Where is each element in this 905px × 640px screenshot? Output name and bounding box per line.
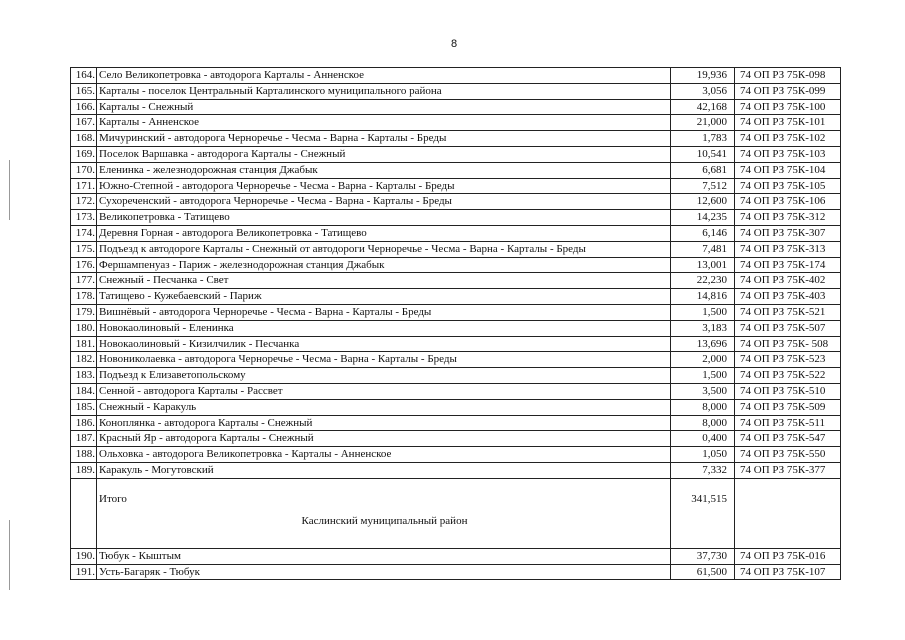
road-name: Южно-Степной - автодорога Черноречье - Чесма - Варна - Карталы - Бреды bbox=[97, 178, 671, 194]
road-length: 13,001 bbox=[671, 257, 735, 273]
table-row bbox=[71, 415, 841, 431]
road-code: 74 ОП РЗ 75К-103 bbox=[735, 146, 841, 162]
road-code: 74 ОП РЗ 75К-377 bbox=[735, 462, 841, 478]
road-length: 42,168 bbox=[671, 99, 735, 115]
empty-cell bbox=[671, 478, 735, 491]
row-number: 169. bbox=[71, 146, 97, 162]
road-length: 6,146 bbox=[671, 225, 735, 241]
empty-cell bbox=[97, 535, 671, 549]
margin-mark bbox=[9, 160, 10, 220]
road-name: Тюбук - Кыштым bbox=[97, 548, 671, 564]
road-length: 0,400 bbox=[671, 431, 735, 447]
road-code: 74 ОП РЗ 75К-523 bbox=[735, 352, 841, 368]
road-code: 74 ОП РЗ 75К-507 bbox=[735, 320, 841, 336]
road-length: 19,936 bbox=[671, 68, 735, 84]
row-number: 189. bbox=[71, 462, 97, 478]
road-length: 8,000 bbox=[671, 415, 735, 431]
road-code: 74 ОП РЗ 75К-509 bbox=[735, 399, 841, 415]
road-code: 74 ОП РЗ 75К-521 bbox=[735, 304, 841, 320]
road-name: Фершампенуаз - Париж - железнодорожная станция Джабык bbox=[97, 257, 671, 273]
table-row bbox=[71, 162, 841, 178]
road-name: Великопетровка - Татищево bbox=[97, 210, 671, 226]
spacer-row bbox=[71, 478, 841, 491]
table-row bbox=[71, 399, 841, 415]
road-name: Сухореченский - автодорога Черноречье - Чесма - Варна - Карталы - Бреды bbox=[97, 194, 671, 210]
road-name: Сенной - автодорога Карталы - Рассвет bbox=[97, 383, 671, 399]
empty-cell bbox=[735, 478, 841, 491]
total-row bbox=[71, 491, 841, 507]
row-number: 182. bbox=[71, 352, 97, 368]
table-row bbox=[71, 431, 841, 447]
road-length: 1,050 bbox=[671, 447, 735, 463]
row-number: 190. bbox=[71, 548, 97, 564]
road-length: 14,816 bbox=[671, 289, 735, 305]
road-code: 74 ОП РЗ 75К-101 bbox=[735, 115, 841, 131]
page-number: 8 bbox=[450, 38, 458, 50]
row-number: 179. bbox=[71, 304, 97, 320]
table-row bbox=[71, 83, 841, 99]
row-number: 172. bbox=[71, 194, 97, 210]
margin-mark bbox=[9, 520, 10, 590]
row-number: 174. bbox=[71, 225, 97, 241]
empty-cell bbox=[97, 478, 671, 491]
road-name: Подъезд к Елизаветопольскому bbox=[97, 368, 671, 384]
table-row bbox=[71, 320, 841, 336]
table-row bbox=[71, 257, 841, 273]
empty-cell bbox=[71, 478, 97, 491]
road-length: 14,235 bbox=[671, 210, 735, 226]
road-code: 74 ОП РЗ 75К-312 bbox=[735, 210, 841, 226]
road-code: 74 ОП РЗ 75К-547 bbox=[735, 431, 841, 447]
road-code: 74 ОП РЗ 75К-511 bbox=[735, 415, 841, 431]
road-name: Снежный - Каракуль bbox=[97, 399, 671, 415]
road-code: 74 ОП РЗ 75К-402 bbox=[735, 273, 841, 289]
road-name: Карталы - Снежный bbox=[97, 99, 671, 115]
table-row bbox=[71, 548, 841, 564]
road-name: Еленинка - железнодорожная станция Джабык bbox=[97, 162, 671, 178]
road-name: Татищево - Кужебаевский - Париж bbox=[97, 289, 671, 305]
roads-table-grid bbox=[70, 67, 841, 580]
road-name: Поселок Варшавка - автодорога Карталы - Снежный bbox=[97, 146, 671, 162]
row-number: 167. bbox=[71, 115, 97, 131]
road-length: 10,541 bbox=[671, 146, 735, 162]
road-code: 74 ОП РЗ 75К-313 bbox=[735, 241, 841, 257]
row-number: 180. bbox=[71, 320, 97, 336]
row-number: 184. bbox=[71, 383, 97, 399]
row-number: 183. bbox=[71, 368, 97, 384]
road-name: Подъезд к автодороге Карталы - Снежный от автодороги Черноречье - Чесма - Варна - Карталы - Бреды bbox=[97, 241, 671, 257]
section-row bbox=[71, 507, 841, 535]
road-name: Мичуринский - автодорога Черноречье - Чесма - Варна - Карталы - Бреды bbox=[97, 131, 671, 147]
road-name: Снежный - Песчанка - Свет bbox=[97, 273, 671, 289]
road-name: Коноплянка - автодорога Карталы - Снежный bbox=[97, 415, 671, 431]
table-row bbox=[71, 178, 841, 194]
roads-table bbox=[70, 67, 840, 580]
row-number: 178. bbox=[71, 289, 97, 305]
road-code: 74 ОП РЗ 75К- 508 bbox=[735, 336, 841, 352]
road-code: 74 ОП РЗ 75К-307 bbox=[735, 225, 841, 241]
table-row bbox=[71, 115, 841, 131]
empty-cell bbox=[671, 507, 735, 535]
table-row bbox=[71, 146, 841, 162]
road-length: 7,481 bbox=[671, 241, 735, 257]
road-length: 7,332 bbox=[671, 462, 735, 478]
road-length: 2,000 bbox=[671, 352, 735, 368]
row-number: 170. bbox=[71, 162, 97, 178]
road-code: 74 ОП РЗ 75К-550 bbox=[735, 447, 841, 463]
table-row bbox=[71, 368, 841, 384]
road-length: 3,500 bbox=[671, 383, 735, 399]
road-length: 37,730 bbox=[671, 548, 735, 564]
road-name: Новокаолиновый - Кизилчилик - Песчанка bbox=[97, 336, 671, 352]
empty-cell bbox=[71, 535, 97, 549]
road-code: 74 ОП РЗ 75К-174 bbox=[735, 257, 841, 273]
table-row bbox=[71, 462, 841, 478]
empty-cell bbox=[71, 491, 97, 507]
road-code: 74 ОП РЗ 75К-100 bbox=[735, 99, 841, 115]
row-number: 173. bbox=[71, 210, 97, 226]
road-code: 74 ОП РЗ 75К-510 bbox=[735, 383, 841, 399]
table-row bbox=[71, 225, 841, 241]
table-row bbox=[71, 352, 841, 368]
road-name: Усть-Багаряк - Тюбук bbox=[97, 564, 671, 580]
table-row bbox=[71, 289, 841, 305]
row-number: 168. bbox=[71, 131, 97, 147]
road-length: 1,783 bbox=[671, 131, 735, 147]
road-name: Село Великопетровка - автодорога Карталы - Анненское bbox=[97, 68, 671, 84]
road-name: Каракуль - Могутовский bbox=[97, 462, 671, 478]
empty-cell bbox=[735, 535, 841, 549]
road-length: 1,500 bbox=[671, 304, 735, 320]
road-length: 6,681 bbox=[671, 162, 735, 178]
total-length: 341,515 bbox=[671, 491, 735, 507]
road-code: 74 ОП РЗ 75К-107 bbox=[735, 564, 841, 580]
table-row bbox=[71, 68, 841, 84]
road-code: 74 ОП РЗ 75К-522 bbox=[735, 368, 841, 384]
road-code: 74 ОП РЗ 75К-098 bbox=[735, 68, 841, 84]
table-row bbox=[71, 99, 841, 115]
road-length: 8,000 bbox=[671, 399, 735, 415]
row-number: 164. bbox=[71, 68, 97, 84]
table-row bbox=[71, 383, 841, 399]
road-code: 74 ОП РЗ 75К-106 bbox=[735, 194, 841, 210]
table-row bbox=[71, 336, 841, 352]
road-length: 61,500 bbox=[671, 564, 735, 580]
road-length: 21,000 bbox=[671, 115, 735, 131]
table-row bbox=[71, 194, 841, 210]
road-length: 3,056 bbox=[671, 83, 735, 99]
total-label: Итого bbox=[97, 491, 671, 507]
table-row bbox=[71, 447, 841, 463]
row-number: 188. bbox=[71, 447, 97, 463]
empty-cell bbox=[671, 535, 735, 549]
row-number: 166. bbox=[71, 99, 97, 115]
table-row bbox=[71, 241, 841, 257]
empty-cell bbox=[735, 491, 841, 507]
road-length: 22,230 bbox=[671, 273, 735, 289]
road-code: 74 ОП РЗ 75К-104 bbox=[735, 162, 841, 178]
road-name: Красный Яр - автодорога Карталы - Снежный bbox=[97, 431, 671, 447]
row-number: 186. bbox=[71, 415, 97, 431]
table-row bbox=[71, 564, 841, 580]
road-name: Деревня Горная - автодорога Великопетровка - Татищево bbox=[97, 225, 671, 241]
road-length: 12,600 bbox=[671, 194, 735, 210]
road-name: Карталы - поселок Центральный Карталинского муниципального района bbox=[97, 83, 671, 99]
road-name: Ольховка - автодорога Великопетровка - Карталы - Анненское bbox=[97, 447, 671, 463]
road-name: Новокаолиновый - Еленинка bbox=[97, 320, 671, 336]
row-number: 181. bbox=[71, 336, 97, 352]
row-number: 165. bbox=[71, 83, 97, 99]
table-row bbox=[71, 131, 841, 147]
roads-table-body bbox=[71, 68, 841, 580]
row-number: 176. bbox=[71, 257, 97, 273]
table-row bbox=[71, 304, 841, 320]
road-code: 74 ОП РЗ 75К-099 bbox=[735, 83, 841, 99]
row-number: 191. bbox=[71, 564, 97, 580]
section-title: Каслинский муниципальный район bbox=[97, 507, 671, 535]
empty-cell bbox=[735, 507, 841, 535]
road-name: Вишнёвый - автодорога Черноречье - Чесма - Варна - Карталы - Бреды bbox=[97, 304, 671, 320]
road-code: 74 ОП РЗ 75К-403 bbox=[735, 289, 841, 305]
row-number: 185. bbox=[71, 399, 97, 415]
row-number: 171. bbox=[71, 178, 97, 194]
table-row bbox=[71, 273, 841, 289]
row-number: 177. bbox=[71, 273, 97, 289]
road-length: 13,696 bbox=[671, 336, 735, 352]
road-length: 7,512 bbox=[671, 178, 735, 194]
road-code: 74 ОП РЗ 75К-016 bbox=[735, 548, 841, 564]
empty-cell bbox=[71, 507, 97, 535]
road-length: 3,183 bbox=[671, 320, 735, 336]
row-number: 175. bbox=[71, 241, 97, 257]
spacer-row bbox=[71, 535, 841, 549]
road-code: 74 ОП РЗ 75К-102 bbox=[735, 131, 841, 147]
row-number: 187. bbox=[71, 431, 97, 447]
table-row bbox=[71, 210, 841, 226]
road-name: Новониколаевка - автодорога Черноречье - Чесма - Варна - Карталы - Бреды bbox=[97, 352, 671, 368]
road-name: Карталы - Анненское bbox=[97, 115, 671, 131]
road-code: 74 ОП РЗ 75К-105 bbox=[735, 178, 841, 194]
road-length: 1,500 bbox=[671, 368, 735, 384]
